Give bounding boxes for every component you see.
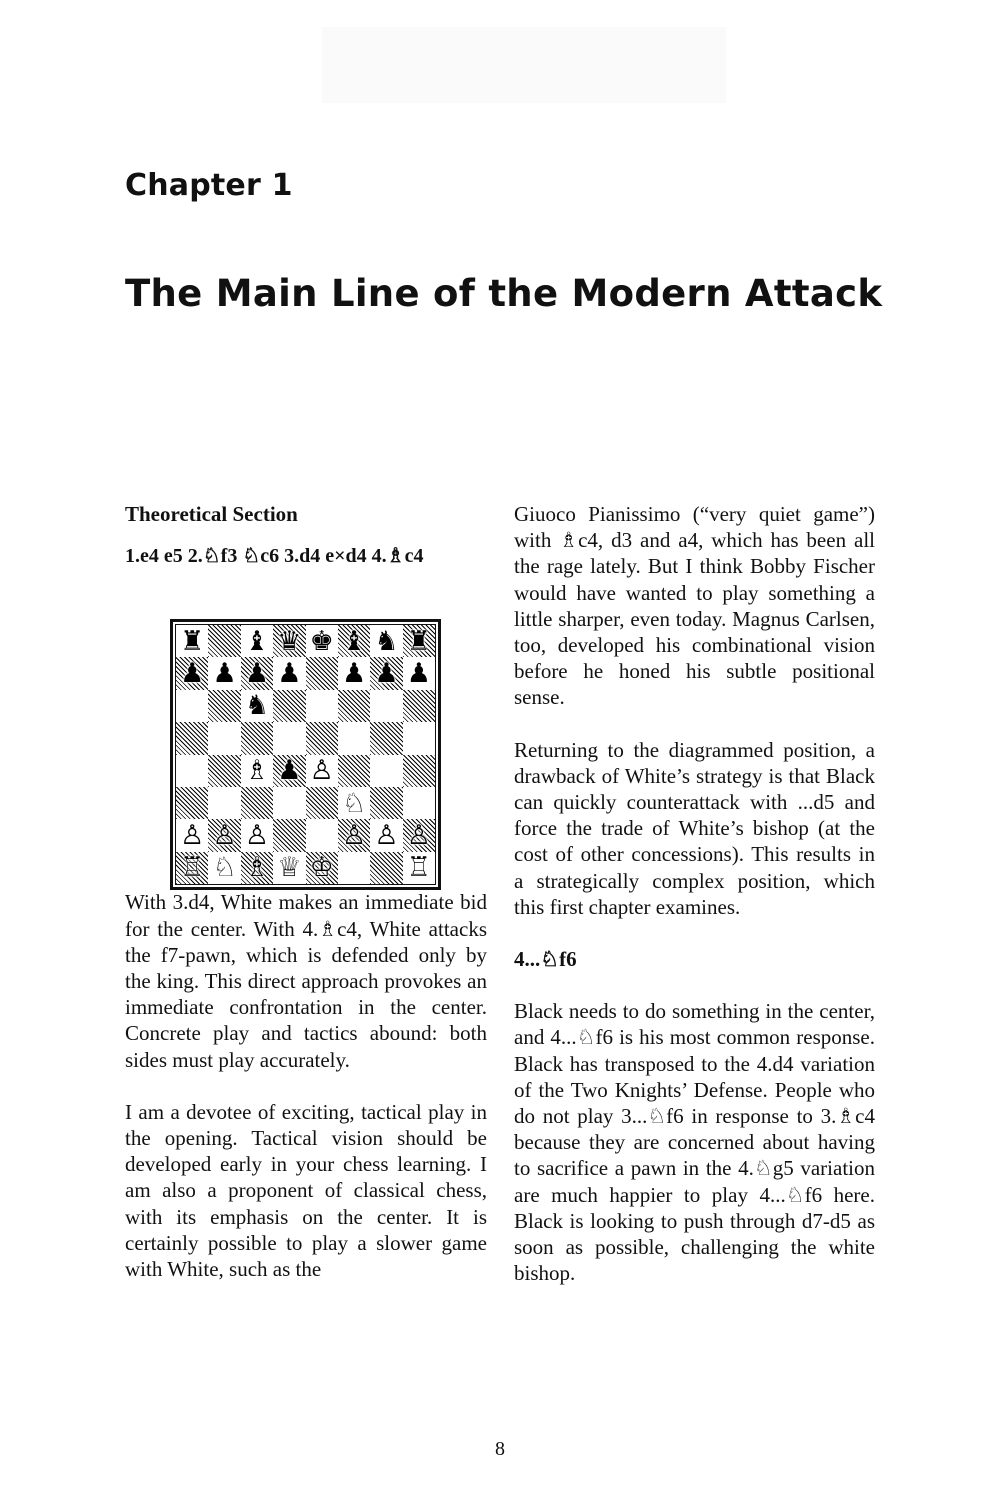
square-b5 (208, 722, 240, 754)
paragraph: Returning to the diagrammed position, a drawback of White’s strategy is that Black can quickly counterattack with ...d5 and force the trade of White’s bishop (at the cost of other concessions). This results in a strategically complex position, which this first chapter examines. (514, 737, 875, 919)
square-d6 (273, 690, 305, 722)
chess-piece: ♙ (406, 819, 431, 851)
chess-piece: ♘ (212, 852, 237, 884)
square-g8 (370, 625, 402, 657)
chess-piece: ♙ (212, 819, 237, 851)
square-d4 (273, 755, 305, 787)
square-h5 (403, 722, 435, 754)
square-f2 (338, 819, 370, 851)
square-g5 (370, 722, 402, 754)
square-b6 (208, 690, 240, 722)
paragraph: Black needs to do something in the center, and 4...♘f6 is his most common response. Black has transposed to the 4.d4 variation of the Two Knights’ Defense. People who do not play 3...♘f6 in response to 3.♗c4 because they are concerned about having to sacrifice a pawn in the 4.♘g5 variation are much happier to play 4...♘f6 here. Black is looking to push through d7-d5 as soon as possible, challenging the white bishop. (514, 999, 875, 1286)
move-heading: 4...♘f6 (514, 947, 577, 972)
square-d8 (273, 625, 305, 657)
square-a8 (176, 625, 208, 657)
square-g7 (370, 657, 402, 689)
chess-piece: ♙ (374, 819, 399, 851)
chess-piece: ♗ (244, 852, 270, 884)
square-g4 (370, 755, 402, 787)
chess-piece: ♛ (277, 625, 302, 657)
chess-piece: ♗ (244, 755, 270, 787)
square-h3 (403, 787, 435, 819)
square-d5 (273, 722, 305, 754)
square-f7 (338, 657, 370, 689)
square-g6 (370, 690, 402, 722)
square-g1 (370, 852, 402, 884)
square-c2 (241, 819, 273, 851)
square-a4 (176, 755, 208, 787)
section-heading: Theoretical Section (125, 502, 298, 526)
chess-diagram (170, 619, 441, 890)
square-f3 (338, 787, 370, 819)
square-g3 (370, 787, 402, 819)
square-c3 (241, 787, 273, 819)
square-b3 (208, 787, 240, 819)
square-b1 (208, 852, 240, 884)
square-a2 (176, 819, 208, 851)
square-e5 (306, 722, 338, 754)
chess-piece: ♖ (406, 852, 431, 884)
chess-piece: ♟ (244, 658, 270, 690)
chapter-label: Chapter 1 (125, 168, 293, 203)
chess-piece: ♜ (180, 625, 205, 657)
chess-piece: ♜ (406, 625, 431, 657)
square-e8 (306, 625, 338, 657)
square-f1 (338, 852, 370, 884)
square-e3 (306, 787, 338, 819)
chess-piece: ♙ (180, 819, 205, 851)
chess-piece: ♖ (180, 852, 205, 884)
chess-piece: ♟ (406, 658, 431, 690)
chapter-title: The Main Line of the Modern Attack (125, 272, 883, 315)
square-a1 (176, 852, 208, 884)
square-c8 (241, 625, 273, 657)
chess-piece: ♔ (309, 852, 334, 884)
square-c4 (241, 755, 273, 787)
square-h4 (403, 755, 435, 787)
square-h7 (403, 657, 435, 689)
header-blank-area (322, 27, 726, 103)
chess-piece: ♟ (212, 658, 237, 690)
square-c7 (241, 657, 273, 689)
square-e2 (306, 819, 338, 851)
chess-piece: ♕ (277, 852, 302, 884)
chess-piece: ♙ (309, 755, 334, 787)
chess-piece: ♘ (341, 787, 367, 819)
chess-piece: ♝ (341, 625, 367, 657)
square-d7 (273, 657, 305, 689)
square-b8 (208, 625, 240, 657)
chess-piece: ♞ (374, 625, 399, 657)
chess-piece: ♟ (374, 658, 399, 690)
paragraph: With 3.d4, White makes an immediate bid for the center. With 4.♗c4, White attacks the f7-pawn, which is defended only by the king. This direct approach provokes an immediate confrontation in the center. Concrete play and tactics abound: both sides must play accurately. (125, 890, 487, 1072)
square-h2 (403, 819, 435, 851)
right-column (514, 501, 875, 1286)
square-c6 (241, 690, 273, 722)
chess-piece: ♟ (277, 658, 302, 690)
square-a7 (176, 657, 208, 689)
move-sequence-heading: 1.e4 e5 2.♘f3 ♘c6 3.d4 e×d4 4.♗c4 (125, 545, 424, 568)
chess-piece: ♟ (180, 658, 205, 690)
square-c5 (241, 722, 273, 754)
chess-piece: ♞ (244, 690, 270, 722)
paragraph: I am a devotee of exciting, tactical play in the opening. Tactical vision should be developed early in your chess learning. I am also a proponent of classical chess, with its emphasis on the center. It is certainly possible to play a slower game with White, such as the (125, 1099, 487, 1282)
paragraph: Giuoco Pianissimo (“very quiet game”) with ♗c4, d3 and a4, which has been all the rage lately. But I think Bobby Fischer would have wanted to play something a little sharper, even today. Magnus Carlsen, too, developed his combinational vision before he honed his subtle positional sense. (514, 502, 875, 710)
square-g2 (370, 819, 402, 851)
square-f5 (338, 722, 370, 754)
square-e4 (306, 755, 338, 787)
chess-piece: ♟ (341, 658, 367, 690)
square-c1 (241, 852, 273, 884)
square-f4 (338, 755, 370, 787)
square-e6 (306, 690, 338, 722)
square-a3 (176, 787, 208, 819)
chess-piece: ♚ (309, 625, 334, 657)
square-f8 (338, 625, 370, 657)
square-b4 (208, 755, 240, 787)
square-d3 (273, 787, 305, 819)
chess-piece: ♝ (244, 625, 270, 657)
square-e7 (306, 657, 338, 689)
chess-piece: ♙ (244, 819, 270, 851)
chess-piece: ♙ (341, 819, 367, 851)
square-h6 (403, 690, 435, 722)
square-f6 (338, 690, 370, 722)
square-h1 (403, 852, 435, 884)
square-b7 (208, 657, 240, 689)
square-h8 (403, 625, 435, 657)
page-number: 8 (495, 1438, 505, 1460)
chess-piece: ♟ (277, 755, 302, 787)
square-a6 (176, 690, 208, 722)
square-a5 (176, 722, 208, 754)
square-b2 (208, 819, 240, 851)
square-d2 (273, 819, 305, 851)
square-e1 (306, 852, 338, 884)
chess-board (175, 624, 436, 885)
square-d1 (273, 852, 305, 884)
